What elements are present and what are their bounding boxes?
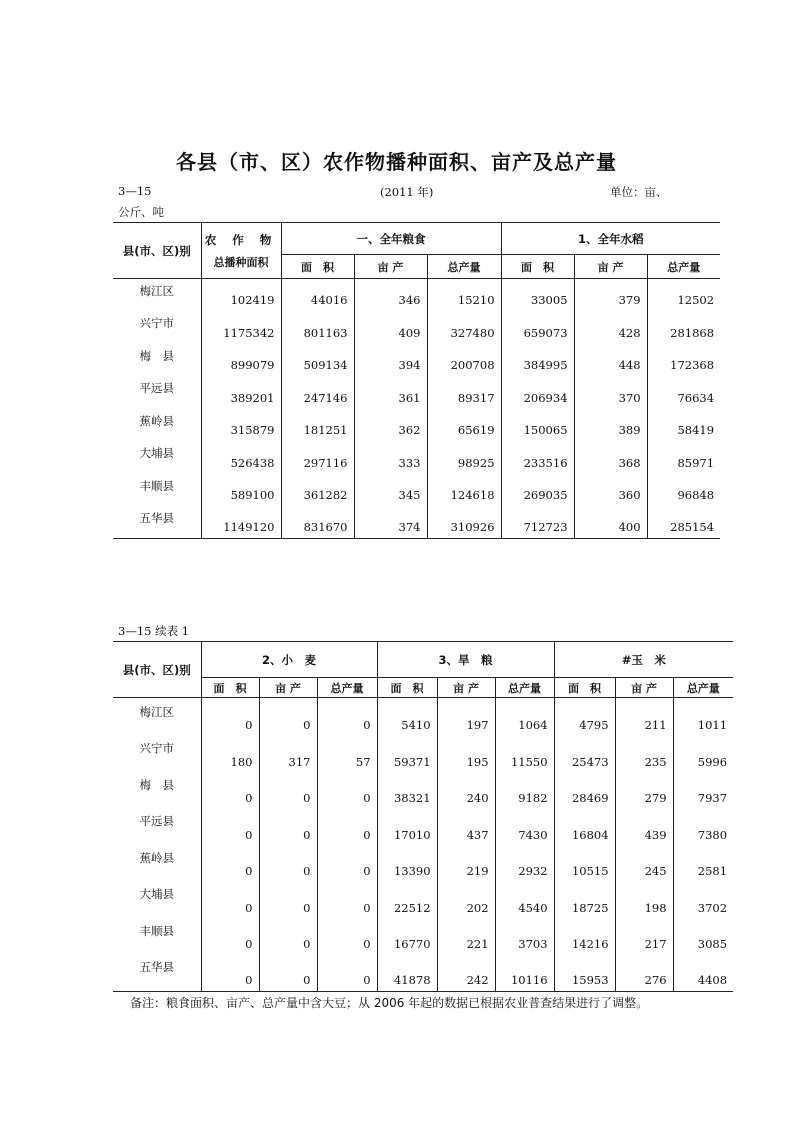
table-cell: 202	[437, 882, 495, 919]
table-cell: 0	[259, 773, 317, 810]
region-name: 蕉岭县	[113, 846, 201, 883]
table-cell: 245	[615, 846, 673, 883]
table-cell: 0	[259, 846, 317, 883]
table-cell: 7937	[697, 791, 728, 805]
table-cell: 0	[259, 882, 317, 919]
table-cell: 59371	[377, 736, 437, 773]
table-cell: 85971	[677, 455, 715, 470]
table-cell: 0	[201, 698, 259, 737]
table1-unit: 单位：亩、	[610, 185, 668, 199]
header-total-area	[201, 223, 281, 279]
table-cell: 362	[354, 409, 427, 442]
table-cell: 96848	[677, 488, 715, 502]
table-cell: 317	[259, 736, 317, 773]
table1	[113, 222, 720, 539]
sub-area: 面 积	[501, 255, 574, 279]
table-cell: 235	[615, 736, 673, 773]
table-row	[113, 409, 720, 442]
region-name: 蕉岭县	[113, 409, 201, 442]
table-cell: 124618	[427, 474, 501, 507]
table-cell: 4408	[673, 955, 733, 992]
table-cell: 333	[354, 441, 427, 474]
table-cell: 589100	[201, 474, 281, 507]
table-cell: 0	[201, 882, 259, 919]
table-cell: 65619	[427, 409, 501, 442]
table-cell: 15210	[427, 279, 501, 312]
table-cell: 345	[354, 474, 427, 507]
table-row	[113, 376, 720, 409]
table-cell: 180	[201, 736, 259, 773]
table-cell: 0	[259, 809, 317, 846]
table-cell: 0	[201, 955, 259, 992]
table-cell: 831670	[281, 506, 354, 539]
region-name: 五华县	[113, 955, 201, 992]
table-row	[113, 506, 720, 539]
table-cell: 0	[317, 955, 377, 992]
table1-year: (2011 年)	[380, 185, 434, 199]
table-cell: 384995	[501, 344, 574, 377]
table-cell: 206934	[501, 376, 574, 409]
table-cell: 509134	[281, 344, 354, 377]
table-cell: 0	[317, 773, 377, 810]
table-cell: 57	[317, 736, 377, 773]
table-cell: 279	[615, 773, 673, 810]
sub-area: 面 积	[377, 678, 437, 698]
region-name: 大埔县	[113, 882, 201, 919]
table-cell: 12502	[677, 293, 715, 307]
table-cell: 13390	[377, 846, 437, 883]
table-cell: 33005	[501, 279, 574, 312]
table-cell: 1011	[697, 718, 728, 732]
table-cell: 409	[354, 311, 427, 344]
header-total-line2: 总播种面积	[213, 255, 269, 269]
table-cell: 200708	[427, 344, 501, 377]
region-name: 平远县	[113, 376, 201, 409]
table-cell: 11550	[495, 736, 554, 773]
sub-area: 面 积	[554, 678, 615, 698]
table-cell: 89317	[427, 376, 501, 409]
page-title: 各县（市、区）农作物播种面积、亩产及总产量	[176, 150, 617, 174]
table-row	[113, 955, 733, 992]
sub-yield: 亩 产	[259, 678, 317, 698]
table-cell: 76634	[677, 390, 715, 405]
table-cell: 285154	[647, 506, 720, 539]
table-row	[113, 279, 720, 312]
table-cell: 219	[437, 846, 495, 883]
sub-output: 总产量	[427, 255, 501, 279]
table-cell: 150065	[501, 409, 574, 442]
table-cell: 297116	[281, 441, 354, 474]
table-cell: 439	[615, 809, 673, 846]
table-cell: 526438	[201, 441, 281, 474]
table-cell: 41878	[377, 955, 437, 992]
table-cell: 269035	[501, 474, 574, 507]
table-cell: 0	[201, 846, 259, 883]
table-cell: 16770	[377, 919, 437, 956]
table-row	[113, 736, 733, 773]
table-cell: 10116	[495, 955, 554, 992]
table-cell: 281868	[670, 325, 715, 340]
table-cell: 28469	[554, 773, 615, 810]
sub-area: 面 积	[201, 678, 259, 698]
sub-output: 总产量	[495, 678, 554, 698]
table-cell: 310926	[427, 506, 501, 539]
table-row	[113, 441, 720, 474]
header-group-grain: 一、全年粮食	[281, 223, 501, 255]
table-cell: 181251	[281, 409, 354, 442]
table-cell: 7430	[495, 809, 554, 846]
table-cell: 242	[437, 955, 495, 992]
table-cell: 4795	[554, 698, 615, 737]
table-cell: 5996	[697, 754, 728, 769]
sub-yield: 亩 产	[574, 255, 647, 279]
table1-unit-cont: 公斤、吨	[118, 205, 164, 219]
table-cell: 0	[201, 919, 259, 956]
region-name: 丰顺县	[113, 474, 201, 507]
footnote: 备注：粮食面积、亩产、总产量中含大豆；从 2006 年起的数据已根据农业普查结果进行了调整。	[130, 996, 649, 1010]
table-cell: 221	[437, 919, 495, 956]
table-cell: 0	[201, 809, 259, 846]
table-cell: 360	[574, 474, 647, 507]
table-cell: 240	[437, 773, 495, 810]
table-cell: 1149120	[201, 506, 281, 539]
sub-yield: 亩 产	[615, 678, 673, 698]
region-name: 梅江区	[113, 698, 201, 737]
table2-code: 3—15 续表 1	[118, 624, 190, 638]
table-cell: 0	[259, 698, 317, 737]
table-cell: 18725	[554, 882, 615, 919]
region-name: 梅 县	[113, 773, 201, 810]
table-cell: 370	[574, 376, 647, 409]
table2	[113, 641, 733, 992]
header-group-wheat: 2、小 麦	[201, 642, 377, 678]
table-cell: 38321	[377, 773, 437, 810]
table-row	[113, 311, 720, 344]
table-row	[113, 846, 733, 883]
table-cell: 5410	[377, 698, 437, 737]
table-cell: 379	[574, 279, 647, 312]
table-cell: 98925	[427, 441, 501, 474]
region-name: 兴宁市	[113, 311, 201, 344]
table-row	[113, 698, 733, 737]
table-cell: 211	[615, 698, 673, 737]
table-cell: 22512	[377, 882, 437, 919]
table-cell: 172368	[670, 358, 715, 372]
table-cell: 10515	[554, 846, 615, 883]
table-cell: 44016	[281, 279, 354, 312]
header-region: 县(市、区)别	[113, 642, 201, 698]
table-cell: 0	[317, 882, 377, 919]
table-cell: 0	[317, 919, 377, 956]
region-name: 大埔县	[113, 441, 201, 474]
table-cell: 0	[317, 809, 377, 846]
table-cell: 368	[574, 441, 647, 474]
table-cell: 0	[201, 773, 259, 810]
region-name: 兴宁市	[113, 736, 201, 773]
table-cell: 198	[615, 882, 673, 919]
table-cell: 448	[574, 344, 647, 377]
region-name: 平远县	[113, 809, 201, 846]
table-cell: 374	[354, 506, 427, 539]
table-cell: 659073	[501, 311, 574, 344]
sub-area: 面 积	[281, 255, 354, 279]
header-total-line1: 农 作 物	[204, 232, 278, 247]
table-cell: 3085	[697, 937, 728, 951]
table-cell: 3703	[495, 919, 554, 956]
table-cell: 0	[317, 698, 377, 737]
table-cell: 0	[259, 919, 317, 956]
header-group-corn: #玉 米	[554, 642, 733, 678]
table-cell: 9182	[495, 773, 554, 810]
table1-code: 3—15	[118, 184, 152, 198]
table-cell: 58419	[677, 423, 715, 437]
table-cell: 3702	[697, 900, 728, 915]
table-row	[113, 474, 720, 507]
table-cell: 4540	[495, 882, 554, 919]
region-name: 丰顺县	[113, 919, 201, 956]
table-cell: 437	[437, 809, 495, 846]
table-cell: 233516	[501, 441, 574, 474]
table-cell: 394	[354, 344, 427, 377]
table-cell: 389	[574, 409, 647, 442]
table-row	[113, 919, 733, 956]
table-cell: 15953	[554, 955, 615, 992]
table-cell: 7380	[697, 827, 728, 842]
header-group-rice: 1、全年水稻	[501, 223, 720, 255]
table-cell: 14216	[554, 919, 615, 956]
table-cell: 102419	[201, 279, 281, 312]
table-cell: 0	[317, 846, 377, 883]
table-cell: 276	[615, 955, 673, 992]
table-cell: 315879	[201, 409, 281, 442]
table-cell: 217	[615, 919, 673, 956]
table-cell: 327480	[427, 311, 501, 344]
table-cell: 899079	[201, 344, 281, 377]
table-cell: 195	[437, 736, 495, 773]
sub-yield: 亩 产	[437, 678, 495, 698]
table-cell: 2932	[495, 846, 554, 883]
table-cell: 2581	[697, 864, 728, 878]
header-group-drygrain: 3、旱 粮	[377, 642, 554, 678]
table-cell: 361282	[281, 474, 354, 507]
region-name: 五华县	[113, 506, 201, 539]
sub-output: 总产量	[647, 255, 720, 279]
table-cell: 1064	[495, 698, 554, 737]
table-cell: 389201	[201, 376, 281, 409]
table-cell: 17010	[377, 809, 437, 846]
table-row	[113, 344, 720, 377]
table-row	[113, 773, 733, 810]
table-cell: 400	[574, 506, 647, 539]
table-cell: 346	[354, 279, 427, 312]
table-cell: 712723	[501, 506, 574, 539]
table-cell: 361	[354, 376, 427, 409]
table-cell: 0	[259, 955, 317, 992]
table-cell: 16804	[554, 809, 615, 846]
table-row	[113, 809, 733, 846]
region-name: 梅 县	[113, 344, 201, 377]
sub-output: 总产量	[673, 678, 733, 698]
sub-output: 总产量	[317, 678, 377, 698]
table-cell: 801163	[281, 311, 354, 344]
table-row	[113, 882, 733, 919]
region-name: 梅江区	[113, 279, 201, 312]
table-cell: 25473	[554, 736, 615, 773]
table-cell: 247146	[281, 376, 354, 409]
table-cell: 428	[574, 311, 647, 344]
table-cell: 197	[437, 698, 495, 737]
header-region: 县(市、区)别	[113, 223, 201, 279]
sub-yield: 亩 产	[354, 255, 427, 279]
table-cell: 1175342	[201, 311, 281, 344]
